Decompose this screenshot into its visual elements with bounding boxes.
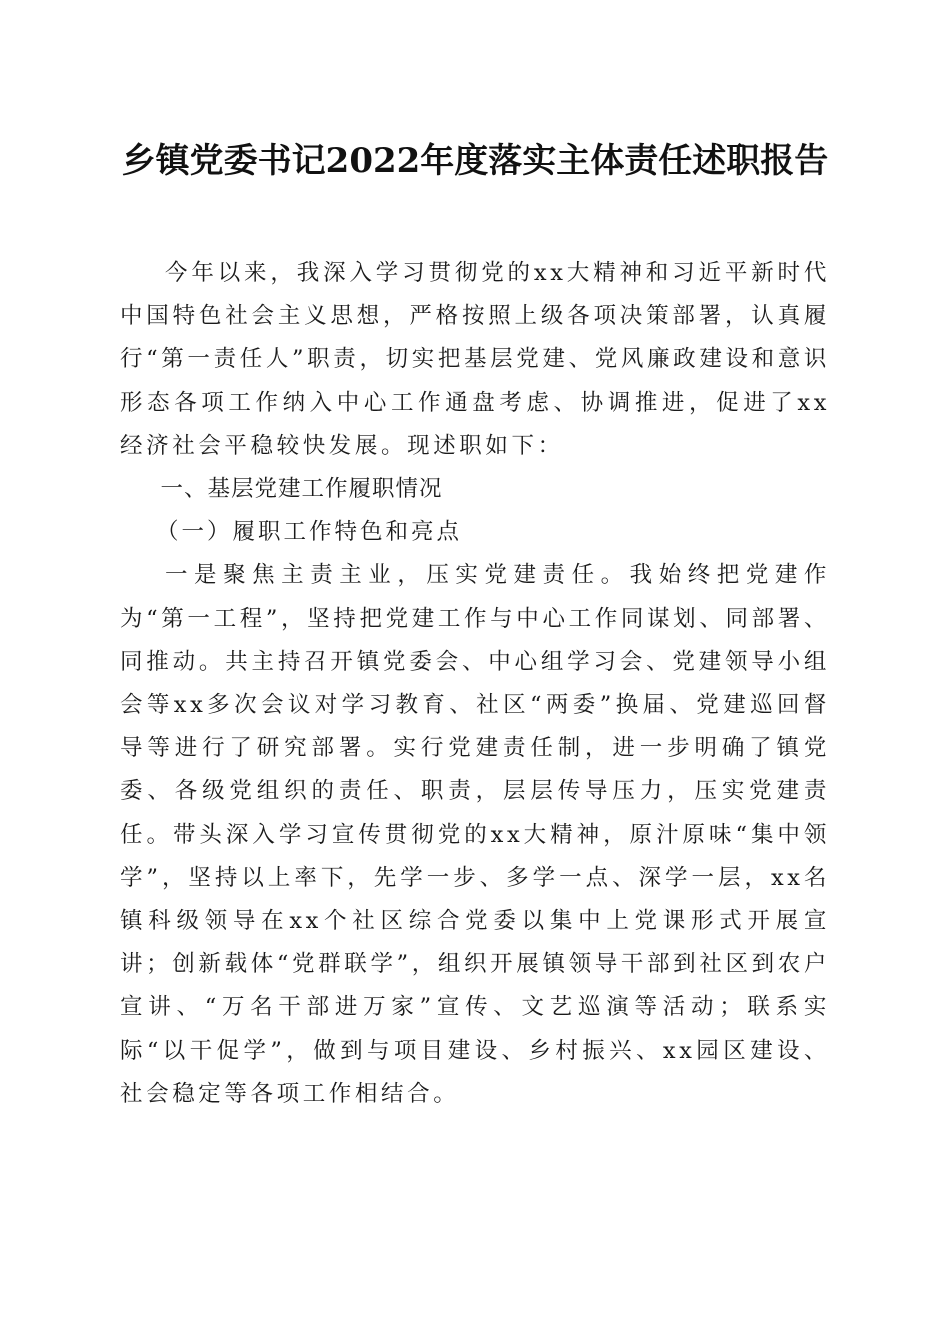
paragraph-text: 我始终把党建作为“第一工程”，坚持把党建工作与中心工作同谋划、同部署、同推动。共主持召开镇党委会、中心组学习会、党建领导小组会等xx多次会议对学习教育、社区“两委”换届、党建巡回督导等进行了研究部署。实行党建责任制，进一步明确了镇党委、各级党组织的责任、职责，层层传导压力，压实党建责任。带头深入学习宣传贯彻党的xx大精神，原汁原味“集中领学”，坚持以上率下，先学一步、多学一点、深学一层，xx名镇科级领导在xx个社区综合党委以集中上党课形式开展宣讲；创新载体“党群联学”，组织开展镇领导干部到社区到农户宣讲、“万名干部进万家”宣传、文艺巡演等活动；联系实际“以干促学”，做到与项目建设、乡村振兴、xx园区建设、社会稳定等各项工作相结合。 <box>120 562 830 1107</box>
intro-paragraph: 今年以来，我深入学习贯彻党的xx大精神和习近平新时代中国特色社会主义思想，严格按照上级各项决策部署，认真履行“第一责任人”职责，切实把基层党建、党风廉政建设和意识形态各项工作纳入中心工作通盘考虑、协调推进，促进了xx经济社会平稳较快发展。现述职如下： <box>120 260 830 459</box>
section-heading: 一、基层党建工作履职情况 <box>160 476 443 503</box>
body-paragraph <box>120 554 830 1116</box>
document-body <box>120 252 830 1116</box>
document-title: 乡镇党委书记2022年度落实主体责任述职报告 <box>121 141 829 181</box>
paragraph-lead: 一是聚焦主责主业，压实党建责任。 <box>165 562 630 589</box>
subsection-heading: （一）履职工作特色和亮点 <box>156 519 463 546</box>
